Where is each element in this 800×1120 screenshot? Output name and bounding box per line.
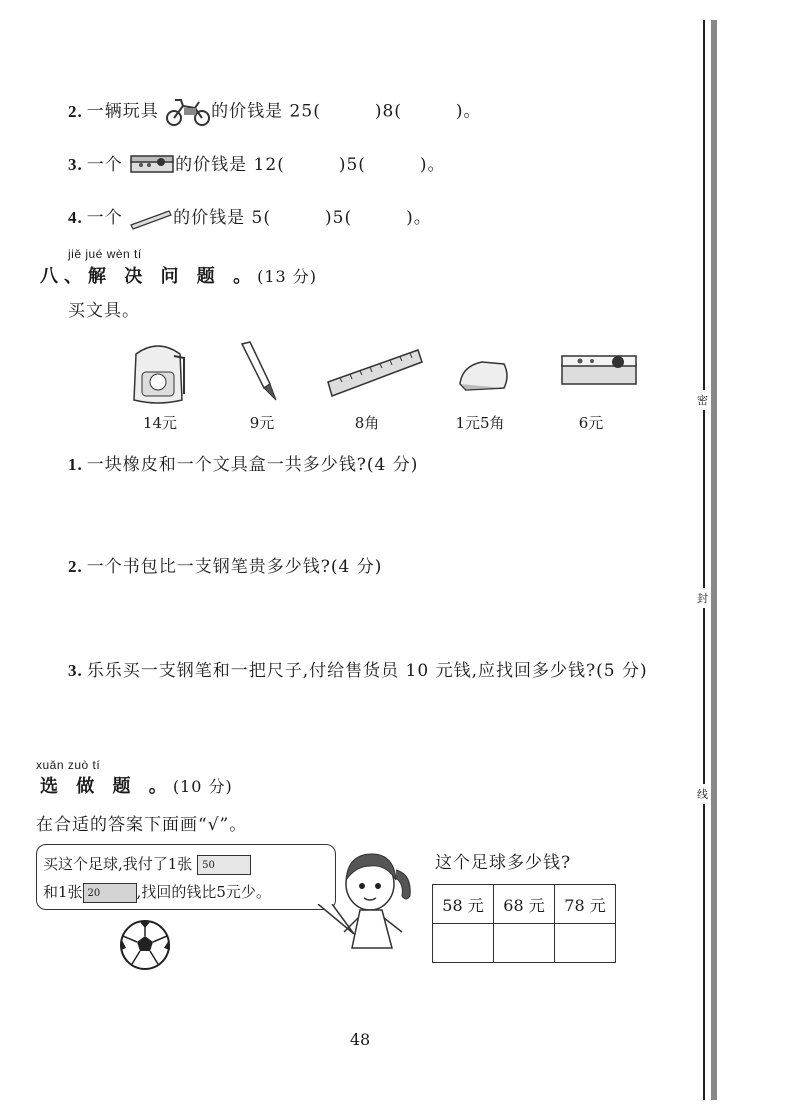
mark-cell-58[interactable]	[433, 924, 494, 963]
bubble-line-1	[43, 853, 251, 875]
question-text: 的价钱是 5( )5( )。	[173, 208, 432, 228]
margin-char-line: 线	[697, 784, 708, 804]
section-points: (10 分)	[172, 777, 233, 796]
margin-char-close: 封	[697, 588, 708, 608]
page-number: 48	[349, 1030, 371, 1049]
girl-illustration	[336, 840, 418, 960]
margin-band	[711, 20, 717, 1100]
question-text: 乐乐买一支钢笔和一把尺子,付给售货员 10 元钱,应找回多少钱?(5 分)	[86, 661, 648, 681]
section-8-question-1	[68, 450, 418, 475]
banknote-20-value: 20	[87, 888, 101, 899]
mark-cell-78[interactable]	[555, 924, 616, 963]
price-eraser: 1元5角	[455, 414, 505, 432]
answer-mark-row	[433, 924, 616, 963]
mark-cell-68[interactable]	[494, 924, 555, 963]
question-number: 2.	[68, 101, 83, 121]
soccer-ball-icon	[118, 918, 172, 972]
section-8-question-2	[68, 552, 382, 577]
answer-table	[432, 884, 616, 963]
section-title-text: 选 做 题 。	[40, 776, 173, 797]
question-text: 的价钱是 12( )5( )。	[175, 155, 446, 175]
question-text: 的价钱是 25( )8( )。	[211, 101, 482, 122]
section-8-subtitle: 买文具。	[68, 301, 140, 321]
bubble-text: 买这个足球,我付了1张	[43, 855, 193, 873]
optional-instruction: 在合适的答案下面画“√”。	[36, 815, 248, 835]
question-2	[68, 96, 482, 128]
banknote-20-icon	[83, 883, 137, 903]
bubble-line-2	[43, 881, 271, 903]
section-title-text: 八、解 决 问 题 。	[40, 266, 258, 287]
question-number: 2.	[68, 557, 83, 576]
option-68: 68 元	[494, 885, 555, 924]
optional-title	[40, 772, 233, 798]
bubble-text: 和1张	[43, 883, 83, 901]
optional-pinyin: xuǎn zuò tí	[36, 758, 101, 772]
section-points: (13 分)	[257, 267, 318, 286]
bubble-text: ,找回的钱比5元少。	[136, 883, 271, 901]
price-backpack: 14元	[142, 414, 178, 432]
pencil-box-small-icon	[129, 152, 175, 180]
question-text: 一个	[86, 155, 123, 175]
option-78: 78 元	[555, 885, 616, 924]
optional-question: 这个足球多少钱?	[435, 853, 572, 873]
price-pen: 9元	[249, 414, 275, 432]
question-4	[68, 203, 432, 231]
speech-bubble	[36, 844, 336, 910]
question-text: 一个	[86, 208, 123, 228]
margin-line	[703, 20, 705, 1100]
question-number: 3.	[68, 155, 83, 174]
option-58: 58 元	[433, 885, 494, 924]
question-number: 1.	[68, 455, 83, 474]
ruler-icon	[326, 346, 424, 402]
answer-options-row	[433, 885, 616, 924]
question-text: 一块橡皮和一个文具盒一共多少钱?(4 分)	[86, 455, 419, 475]
backpack-icon	[128, 338, 188, 408]
toy-motorcycle-icon	[165, 96, 211, 128]
section-8-pinyin: jiě jué wèn tí	[68, 247, 142, 261]
price-ruler: 8角	[354, 414, 380, 432]
pencil-box-icon	[558, 350, 640, 390]
question-text: 一个书包比一支钢笔贵多少钱?(4 分)	[86, 557, 383, 577]
banknote-50-icon	[197, 855, 251, 875]
price-pencil-box: 6元	[578, 414, 604, 432]
question-text: 一辆玩具	[86, 101, 159, 122]
section-8-title	[40, 262, 317, 288]
question-number: 3.	[68, 661, 83, 680]
question-number: 4.	[68, 208, 83, 227]
pen-icon	[236, 340, 286, 404]
eraser-icon	[456, 356, 512, 396]
section-8-question-3	[68, 656, 648, 681]
question-3	[68, 150, 446, 180]
banknote-50-value: 50	[202, 860, 215, 871]
ruler-small-icon	[129, 207, 173, 231]
margin-char-seal: 密	[697, 390, 708, 410]
